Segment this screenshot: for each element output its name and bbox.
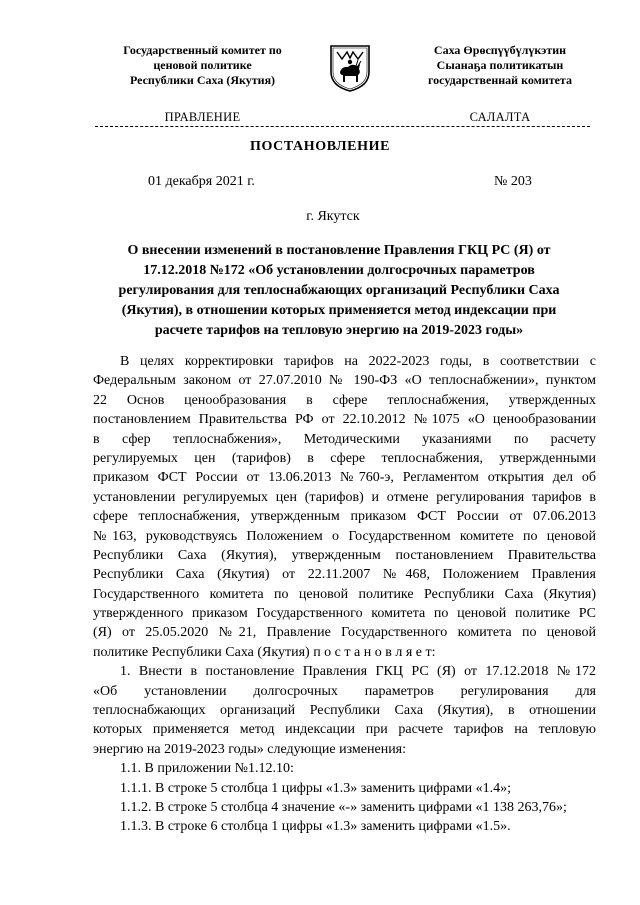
preamble-line: Государственного комитета по ценовой политике Республики Саха (Якутия) xyxy=(93,586,596,602)
title-line: (Якутия), в отношении которых применяется метод индексации при xyxy=(121,303,557,318)
preamble-line: утвержденного приказом Государственного комитета по ценовой политике РС xyxy=(93,606,596,622)
subitem-line: 1.1.2. В строке 5 столбца 4 значение «-» заменить цифрами «1 138 263,76»; xyxy=(120,799,567,815)
board-label-left: ПРАВЛЕНИЕ xyxy=(164,110,241,124)
preamble-line: в сфер теплоснабжения», Методическими указаниями по расчету xyxy=(93,431,596,447)
header-left-line: Республики Саха (Якутия) xyxy=(129,73,276,87)
preamble-line: Республики Саха (Якутия), утвержденным постановлением Правительства xyxy=(93,547,596,563)
title-line: 17.12.2018 №172 «Об установлении долгосрочных параметров xyxy=(143,263,535,278)
preamble-line: приказом ФСТ России от 13.06.2013 №760-э, Регламентом открытия дел об xyxy=(93,470,596,486)
preamble-line: сфере теплоснабжения, утвержденным приказом ФСТ России от 07.06.2013 xyxy=(93,509,596,525)
preamble-line: постановлением Правительства РФ от 22.10.2012 №1075 «О ценообразовании xyxy=(93,412,596,428)
item1-line: теплоснабжающих организаций Республики Саха (Якутия), в отношении xyxy=(93,703,596,719)
header-left-line: ценовой политике xyxy=(153,58,252,72)
preamble-line: Федеральным законом от 27.07.2010 № 190-ФЗ «О теплоснабжении», пунктом xyxy=(93,373,596,389)
title-line: О внесении изменений в постановление Правления ГКЦ РС (Я) от xyxy=(127,243,551,258)
preamble-line: (Я) от 25.05.2020 №21, Правление Государственного комитета по ценовой xyxy=(93,625,596,641)
item1-line: которых применяется метод индексации при расчете тарифов на тепловую xyxy=(93,722,596,738)
header-right-line: Сыанаҕа политикатын xyxy=(436,58,564,72)
document-type: ПОСТАНОВЛЕНИЕ xyxy=(249,139,391,154)
subitem-line: 1.1. В приложении №1.12.10: xyxy=(120,761,294,777)
header-left-org xyxy=(95,43,310,88)
subitem-line: 1.1.3. В строке 6 столбца 1 цифры «1.3» заменить цифрами «1.5». xyxy=(120,819,511,835)
subitem-line: 1.1.1. В строке 5 столбца 1 цифры «1.3» заменить цифрами «1.4»; xyxy=(120,780,512,796)
dashed-divider xyxy=(95,126,590,127)
coat-of-arms-icon xyxy=(329,42,371,92)
item1-line: 1. Внести в постановление Правления ГКЦ РС (Я) от 17.12.2018 №172 xyxy=(120,664,596,680)
preamble-line: установлении регулируемых цен (тарифов) и отмене регулирования тарифов в xyxy=(93,489,596,505)
preamble-line: регулируемых цен (тарифов) в сфере теплоснабжения, утвержденными xyxy=(93,450,596,466)
item1-line: «Об установлении долгосрочных параметров регулирования для xyxy=(93,683,596,699)
header-right-line: государственнай комитета xyxy=(428,73,572,87)
board-label-right: САЛАЛТА xyxy=(469,110,531,124)
document-title xyxy=(100,241,578,341)
header-left-line: Государственный комитет по xyxy=(123,43,282,57)
preamble-line: В целях корректировки тарифов на 2022-2023 годы, в соответствии с xyxy=(120,354,596,369)
header-right-line: Саха Өрөспүүбүлүкэтин xyxy=(433,43,567,57)
preamble-line: 22 Основ ценообразования в сфере теплоснабжения, утвержденных xyxy=(93,392,596,408)
document-date: 01 декабря 2021 г. xyxy=(148,174,255,189)
title-line: регулирования для теплоснабжающих организаций Республики Саха xyxy=(118,283,560,298)
document-number: № 203 xyxy=(494,174,532,189)
preamble-line: политике Республики Саха (Якутия) п о с т а н о в л я е т: xyxy=(93,644,436,660)
item1-line: энергию на 2019-2023 годы» следующие изменения: xyxy=(93,741,407,757)
title-line: расчете тарифов на тепловую энергию на 2019-2023 годы» xyxy=(154,323,524,338)
preamble-line: Республики Саха (Якутия) от 22.11.2007 №468, Положением Правления xyxy=(93,567,596,583)
header-right-org xyxy=(400,43,600,88)
document-body xyxy=(93,352,596,837)
document-city: г. Якутск xyxy=(306,209,360,224)
preamble-line: №163, руководствуясь Положением о Государственном комитете по ценовой xyxy=(93,528,596,544)
